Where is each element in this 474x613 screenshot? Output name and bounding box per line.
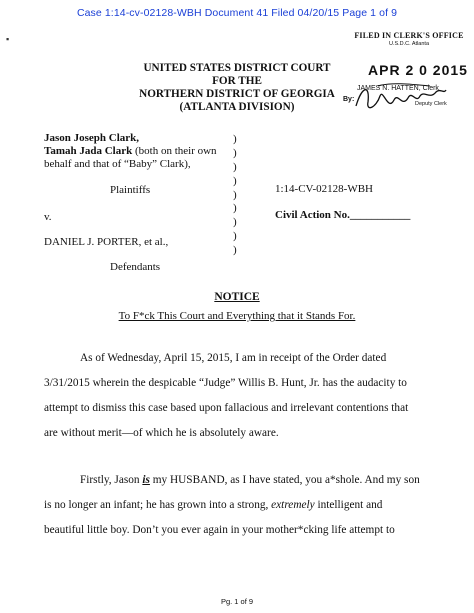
ecf-filing-header: Case 1:14-cv-02128-WBH Document 41 Filed 04/20/15 Page 1 of 9 <box>76 7 398 19</box>
page-footer: Pg. 1 of 9 <box>220 597 254 606</box>
body-text: intelligent and <box>314 499 383 511</box>
emphasis-is: is <box>142 474 150 486</box>
case-number: 1:14-CV-02128-WBH <box>275 183 373 195</box>
clerk-signature <box>350 78 450 118</box>
stamp-subheading: U.S.D.C. Atlanta <box>388 41 430 47</box>
stamp-by-label: By: <box>343 96 355 103</box>
body-paragraph-1 <box>44 346 444 446</box>
plaintiff-3-line: behalf and that of “Baby” Clark), <box>44 158 191 170</box>
body-line: attempt to dismiss this case based upon fallacious and irrelevant contentions that <box>44 402 409 414</box>
court-division-line: (ATLANTA DIVISION) <box>179 101 295 113</box>
stamp-clerk-name: JAMES N. HATTEN, Clerk <box>357 85 439 92</box>
defendant: DANIEL J. PORTER, et al., <box>44 236 169 248</box>
court-district-line: NORTHERN DISTRICT OF GEORGIA <box>139 88 335 100</box>
civil-action-label: Civil Action No.___________ <box>275 209 411 221</box>
body-text: Firstly, Jason <box>80 474 143 486</box>
emphasis-extremely: extremely <box>271 499 315 511</box>
margin-mark: ▪ <box>6 34 10 44</box>
caption-parentheses <box>233 133 237 258</box>
court-heading <box>120 62 354 114</box>
plaintiffs-label: Plaintiffs <box>110 184 151 196</box>
paren: ) <box>233 216 237 229</box>
plaintiff-2-name: Tamah Jada Clark <box>44 145 133 157</box>
paren: ) <box>233 230 237 243</box>
notice-title: NOTICE <box>214 291 260 303</box>
paren: ) <box>233 146 237 159</box>
body-paragraph-2 <box>44 468 444 543</box>
body-line: As of Wednesday, April 15, 2015, I am in receipt of the Order dated <box>80 352 387 364</box>
defendants-label: Defendants <box>110 261 161 273</box>
body-text: is no longer an infant; he has grown into a strong, <box>44 499 272 511</box>
paren: ) <box>233 174 237 187</box>
plaintiff-2 <box>44 145 217 159</box>
paren: ) <box>233 133 237 145</box>
stamp-date: APR 2 0 2015 <box>368 62 468 78</box>
paren: ) <box>233 188 237 201</box>
body-line: beautiful little boy. Don’t you ever again in your mother*cking life attempt to <box>44 524 395 536</box>
notice-subtitle: To F*ck This Court and Everything that it Stands For. <box>118 310 356 322</box>
court-for-line: FOR THE <box>212 75 262 87</box>
stamp-deputy-label: Deputy Clerk <box>415 101 447 107</box>
body-text: my HUSBAND, as I have stated, you a*shole. And my son <box>149 474 420 486</box>
stamp-heading: FILED IN CLERK'S OFFICE <box>354 31 464 40</box>
paren: ) <box>233 244 237 257</box>
versus: v. <box>44 211 52 223</box>
body-line: are without merit—of which he is absolutely aware. <box>44 427 279 439</box>
plaintiff-1: Jason Joseph Clark, <box>44 132 140 144</box>
body-line <box>44 493 444 518</box>
court-name-line: UNITED STATES DISTRICT COURT <box>143 62 331 74</box>
paren: ) <box>233 202 237 215</box>
body-line <box>44 468 444 493</box>
body-line: 3/31/2015 wherein the despicable “Judge” Willis B. Hunt, Jr. has the audacity to <box>44 377 407 389</box>
plaintiff-2-note: (both on their own <box>132 145 217 157</box>
paren: ) <box>233 160 237 173</box>
